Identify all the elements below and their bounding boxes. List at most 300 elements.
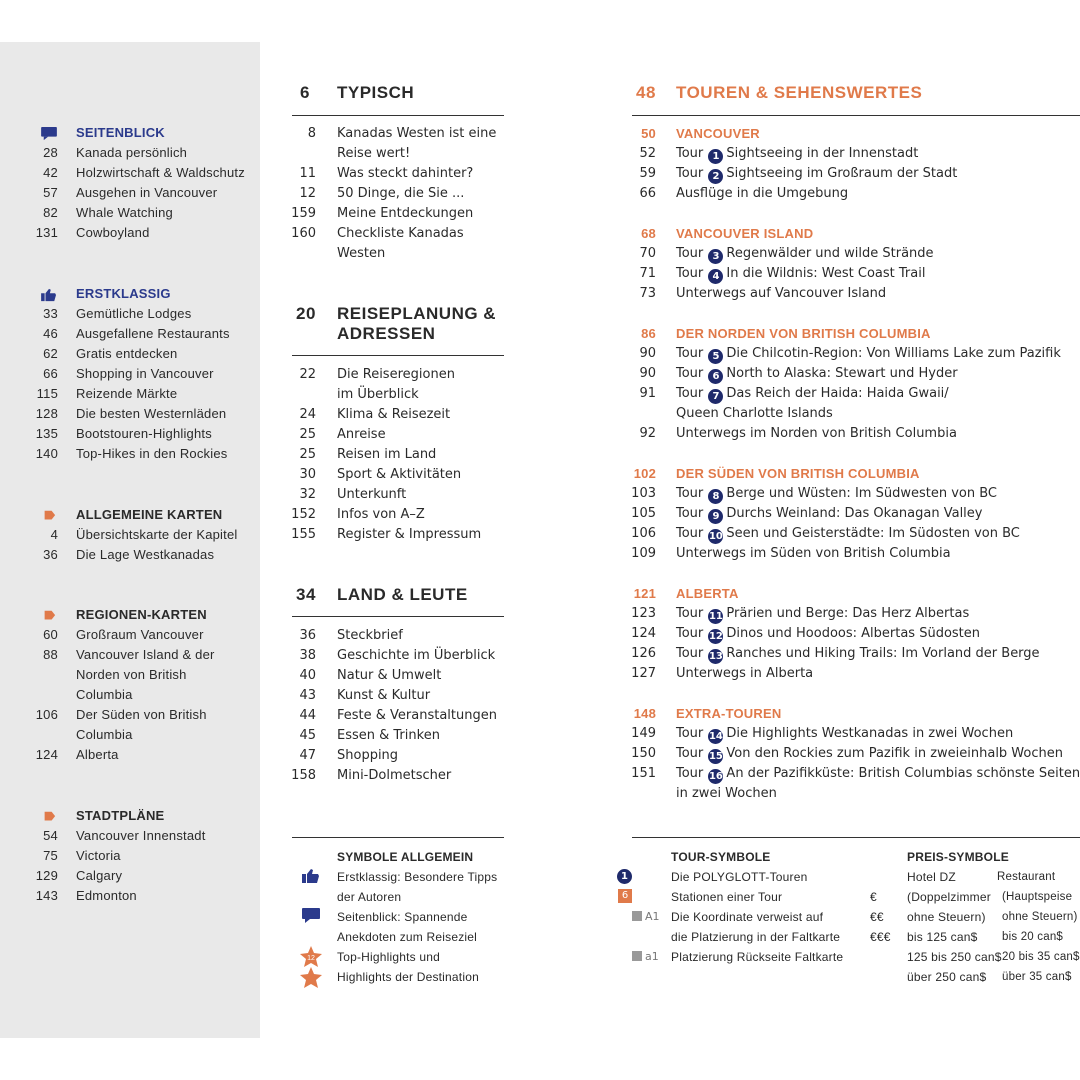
page-number: 4 (50, 527, 58, 542)
star-num: 12 (307, 955, 315, 962)
reise-title-2: ADRESSEN (337, 324, 436, 343)
sidebar-entry (0, 203, 260, 223)
toc-entry (292, 746, 512, 766)
tour-title: Prärien und Berge: Das Herz Albertas (726, 606, 970, 621)
thumbs-up-icon (302, 868, 320, 884)
page-number: 44 (299, 708, 316, 723)
sidebar-entry (0, 384, 260, 404)
entry-title: Klima & Reisezeit (337, 407, 451, 422)
tour-label: Tour (676, 386, 704, 401)
sidebar-entry (0, 685, 260, 705)
page-number: 42 (43, 165, 58, 180)
star-badge-icon (300, 946, 322, 967)
price-euro: €€ (870, 910, 884, 924)
map-coord-back-icon (632, 950, 659, 964)
entry-title: Checkliste Kanadas (337, 226, 464, 241)
entry-title: Norden von British (76, 667, 187, 682)
price-hotel: über 250 can$ (907, 970, 987, 984)
entry-title: Calgary (76, 868, 123, 883)
sidebar-heading (0, 123, 260, 143)
tour-number-badge: 14 (708, 731, 723, 742)
page-number: 11 (299, 166, 316, 181)
entry-title: Ausgefallene Restaurants (76, 326, 230, 341)
page-number: 126 (631, 646, 656, 661)
entry-title (676, 784, 777, 804)
entry-title (676, 624, 980, 644)
page-number: 45 (299, 728, 316, 743)
entry-title (676, 184, 848, 204)
page-number: 60 (43, 627, 58, 642)
entry-title (676, 504, 983, 524)
sidebar-heading-label: REGIONEN-KARTEN (76, 607, 207, 622)
tour-entry (632, 664, 1080, 684)
spacer (632, 564, 1080, 584)
entry-title: im Überblick (337, 387, 419, 402)
page-number: 50 (641, 126, 656, 141)
sidebar-section-karten (0, 505, 260, 565)
touren-title: TOUREN & SEHENSWERTES (676, 83, 923, 102)
page-number: 102 (633, 466, 656, 481)
price-hotel: ohne Steuern) (907, 910, 986, 924)
group-title: VANCOUVER ISLAND (676, 226, 814, 241)
toc-entry (292, 666, 512, 686)
price-restaurant: Restaurant (997, 871, 1056, 883)
page-number: 36 (299, 628, 316, 643)
page-number: 40 (299, 668, 316, 683)
sidebar-section-seitenblick (0, 123, 260, 243)
symbol-legend-line: Seitenblick: Spannende (337, 910, 468, 924)
toc-entry (292, 184, 512, 204)
tour-entry (632, 424, 1080, 444)
spacer (632, 304, 1080, 324)
map-tag-icon (40, 810, 58, 824)
tour-label: Tour (676, 526, 704, 541)
page-number: 59 (639, 166, 656, 181)
tour-entry (632, 264, 1080, 284)
price-hotel: 125 bis 250 can$ (907, 950, 1002, 964)
entry-title (676, 544, 951, 564)
tour-number-badge: 9 (708, 509, 723, 524)
group-title: ALBERTA (676, 586, 739, 601)
entry-title: Victoria (76, 848, 121, 863)
divider (292, 355, 504, 356)
price-hotel: bis 125 can$ (907, 930, 978, 944)
tour-title: Unterwegs im Süden von British Columbia (676, 546, 951, 561)
entry-title: Die besten Westernläden (76, 406, 227, 421)
tour-title: Berge und Wüsten: Im Südwesten von BC (726, 486, 997, 501)
page-number: 160 (291, 226, 316, 241)
map-coord-icon (632, 910, 660, 924)
sidebar-heading (0, 806, 260, 826)
tour-number-badge: 7 (708, 389, 723, 404)
entry-title: Mini-Dolmetscher (337, 768, 452, 783)
page-number: 124 (35, 747, 58, 762)
page-number: 103 (631, 486, 656, 501)
sidebar-section-regionen (0, 605, 260, 765)
sidebar-entry (0, 545, 260, 565)
sidebar-heading-label: ERSTKLASSIG (76, 286, 171, 301)
coord-a1: A1 (645, 910, 660, 923)
page-number: 73 (639, 286, 656, 301)
tour-number-badge: 12 (708, 631, 723, 642)
speech-bubble-icon (302, 908, 320, 924)
page-number: 148 (633, 706, 656, 721)
sidebar-entry (0, 163, 260, 183)
entry-title (676, 644, 1040, 664)
page-number: 129 (35, 868, 58, 883)
entry-title: Register & Impressum (337, 527, 482, 542)
tour-title: In die Wildnis: West Coast Trail (726, 266, 926, 281)
entry-title: Anreise (337, 427, 386, 442)
group-title: EXTRA-TOUREN (676, 706, 782, 721)
toc-entry (292, 124, 512, 144)
entry-title (676, 164, 957, 184)
page-number: 54 (43, 828, 58, 843)
entry-title: Essen & Trinken (337, 728, 440, 743)
tour-symbol-line: Platzierung Rückseite Faltkarte (671, 950, 844, 964)
sidebar-entry (0, 344, 260, 364)
price-hotel: (Doppelzimmer (907, 890, 991, 904)
entry-title (676, 604, 969, 624)
tour-badge-icon: 1 (617, 869, 632, 884)
entry-title: Columbia (76, 727, 133, 742)
entry-title: Meine Entdeckungen (337, 206, 474, 221)
tour-label: Tour (676, 346, 704, 361)
toc-entry (292, 686, 512, 706)
toc-entry (292, 485, 512, 505)
tour-entry (632, 624, 1080, 644)
page-number: 25 (299, 447, 316, 462)
entry-title: Gratis entdecken (76, 346, 178, 361)
page-number: 109 (631, 546, 656, 561)
tour-label: Tour (676, 486, 704, 501)
entry-title: Holzwirtschaft & Waldschutz (76, 165, 245, 180)
page-number: 25 (299, 427, 316, 442)
tour-entry (632, 544, 1080, 564)
tour-entry (632, 244, 1080, 264)
tour-group-heading (632, 324, 1080, 344)
entry-title: Cowboyland (76, 225, 150, 240)
symbole-title: SYMBOLE ALLGEMEIN (337, 850, 474, 864)
tour-title: Die Chilcotin-Region: Von Williams Lake zum Pazifik (726, 346, 1061, 361)
sidebar-heading (0, 505, 260, 525)
tour-title: Seen und Geisterstädte: Im Südosten von BC (726, 526, 1020, 541)
entry-title (676, 664, 813, 684)
land-title: LAND & LEUTE (337, 585, 468, 604)
entry-title (676, 344, 1061, 364)
page-number: 158 (291, 768, 316, 783)
tour-label: Tour (676, 726, 704, 741)
entry-title (676, 404, 833, 424)
sidebar-entry (0, 705, 260, 725)
sidebar-section-erstklassig (0, 284, 260, 464)
tour-number-badge: 16 (708, 771, 723, 782)
page-number: 22 (299, 367, 316, 382)
page-number: 82 (43, 205, 58, 220)
tour-title: North to Alaska: Stewart und Hyder (726, 366, 958, 381)
toc-entry (292, 385, 512, 405)
toc-entry (292, 365, 512, 385)
page-number: 91 (639, 386, 656, 401)
tour-entry (632, 164, 1080, 184)
page-number: 71 (639, 266, 656, 281)
page-number: 12 (299, 186, 316, 201)
thumbs-up-icon (40, 288, 58, 302)
entry-title: Übersichtskarte der Kapitel (76, 527, 238, 542)
page-number: 57 (43, 185, 58, 200)
page-number: 127 (631, 666, 656, 681)
tour-group-heading (632, 224, 1080, 244)
tour-number-badge: 15 (708, 751, 723, 762)
toc-entry (292, 164, 512, 184)
tour-entry (632, 604, 1080, 624)
toc-entry (292, 626, 512, 646)
coord-a1-small: a1 (645, 950, 659, 963)
sidebar-heading-label: STADTPLÄNE (76, 808, 165, 823)
tour-label: Tour (676, 246, 704, 261)
price-restaurant: 20 bis 35 can$ (1002, 951, 1080, 963)
page-number: 92 (639, 426, 656, 441)
tour-title: Ranches und Hiking Trails: Im Vorland der Berge (726, 646, 1040, 661)
entry-title: Vancouver Island & der (76, 647, 215, 662)
entry-title (676, 384, 949, 404)
price-euro: € (870, 890, 877, 904)
tour-entry (632, 524, 1080, 544)
sidebar-entry (0, 866, 260, 886)
entry-title (676, 524, 1020, 544)
page-number: 32 (299, 487, 316, 502)
page-number: 124 (631, 626, 656, 641)
tour-symbol-line: die Platzierung in der Faltkarte (671, 930, 841, 944)
tour-number-badge: 11 (708, 611, 723, 622)
sidebar-entry (0, 725, 260, 745)
divider (292, 616, 504, 617)
tour-entry (632, 484, 1080, 504)
toc-entry (292, 445, 512, 465)
spacer (632, 804, 1080, 824)
symbol-legend-line: der Autoren (337, 890, 402, 904)
entry-title: Reizende Märkte (76, 386, 178, 401)
divider (292, 115, 504, 116)
price-restaurant: ohne Steuern) (1002, 911, 1078, 923)
entry-title: Unterkunft (337, 487, 407, 502)
page-number: 86 (641, 326, 656, 341)
page-number: 47 (299, 748, 316, 763)
sidebar-heading (0, 284, 260, 304)
tour-label: Tour (676, 606, 704, 621)
sidebar-entry (0, 886, 260, 906)
page-number: 28 (43, 145, 58, 160)
page-number: 115 (36, 386, 58, 401)
tour-title: Dinos und Hoodoos: Albertas Südosten (726, 626, 981, 641)
tour-entry (632, 724, 1080, 744)
tour-label: Tour (676, 506, 704, 521)
page-number: 90 (639, 346, 656, 361)
sidebar-entry (0, 404, 260, 424)
toc-entry (292, 244, 512, 264)
tour-entry (632, 784, 1080, 804)
tour-label: Tour (676, 626, 704, 641)
typisch-title: TYPISCH (337, 83, 415, 102)
tour-title: An der Pazifikküste: British Columbias schönste Seiten (726, 766, 1080, 781)
entry-title (676, 724, 1013, 744)
tour-title: Sightseeing in der Innenstadt (726, 146, 919, 161)
tour-entry (632, 644, 1080, 664)
speech-bubble-icon (40, 127, 58, 141)
tour-title: Sightseeing im Großraum der Stadt (726, 166, 958, 181)
sidebar-entry (0, 223, 260, 243)
entry-title: Alberta (76, 747, 119, 762)
page-number: 151 (631, 766, 656, 781)
entry-title: Ausgehen in Vancouver (76, 185, 218, 200)
entry-title (676, 364, 958, 384)
tour-entry (632, 384, 1080, 404)
typisch-num: 6 (300, 83, 310, 102)
page-number: 33 (43, 306, 58, 321)
entry-title: Was steckt dahinter? (337, 166, 474, 181)
reise-num: 20 (296, 304, 316, 323)
sidebar-entry (0, 424, 260, 444)
entry-title (676, 244, 934, 264)
tour-label: Tour (676, 646, 704, 661)
tour-title: Unterwegs in Alberta (676, 666, 814, 681)
page-number: 159 (291, 206, 316, 221)
symbol-legend-line: Top-Highlights und (337, 950, 440, 964)
entry-title: Reise wert! (337, 146, 411, 161)
page-number: 90 (639, 366, 656, 381)
page-number: 24 (299, 407, 316, 422)
page-number: 149 (631, 726, 656, 741)
symbol-legend-line: Erstklassig: Besondere Tipps (337, 870, 498, 884)
tour-group-heading (632, 584, 1080, 604)
entry-title: Kanada persönlich (76, 145, 188, 160)
tour-symbol-line: Stationen einer Tour (671, 890, 783, 904)
price-restaurant: (Hauptspeise (1002, 891, 1073, 903)
tour-title: Regenwälder und wilde Strände (726, 246, 934, 261)
group-title: VANCOUVER (676, 126, 760, 141)
tour-label: Tour (676, 366, 704, 381)
page-number: 131 (35, 225, 58, 240)
page-number: 140 (35, 446, 58, 461)
entry-title (676, 764, 1080, 784)
tour-entry (632, 504, 1080, 524)
entry-title: Kanadas Westen ist eine (337, 126, 497, 141)
group-title: DER NORDEN VON BRITISH COLUMBIA (676, 326, 931, 341)
sidebar-entry (0, 143, 260, 163)
tour-entry (632, 344, 1080, 364)
page-number: 43 (299, 688, 316, 703)
map-tag-icon (40, 509, 58, 523)
tour-title: Queen Charlotte Islands (676, 406, 833, 421)
entry-title: Die Lage Westkanadas (76, 547, 215, 562)
entry-title (676, 264, 925, 284)
entry-title (676, 484, 997, 504)
symbol-legend-line: Highlights der Destination (337, 970, 479, 984)
page-number: 121 (633, 586, 656, 601)
toc-entry (292, 505, 512, 525)
sidebar-entry (0, 364, 260, 384)
page-number: 155 (291, 527, 316, 542)
entry-title: Top-Hikes in den Rockies (76, 446, 228, 461)
tour-label: Tour (676, 766, 704, 781)
sidebar-entry (0, 826, 260, 846)
page-number: 66 (43, 366, 58, 381)
tour-label: Tour (676, 166, 704, 181)
entry-title: Bootstouren-Highlights (76, 426, 212, 441)
tour-symbol-line: Die POLYGLOTT-Touren (671, 870, 808, 884)
page-number: 123 (631, 606, 656, 621)
entry-title: Infos von A–Z (337, 507, 425, 522)
sidebar-entry (0, 183, 260, 203)
entry-title (676, 424, 957, 444)
sidebar-entry (0, 525, 260, 545)
price-restaurant: über 35 can$ (1002, 971, 1072, 983)
tour-title: Ausflüge in die Umgebung (676, 186, 849, 201)
tour-title: Durchs Weinland: Das Okanagan Valley (726, 506, 983, 521)
tour-group-heading (632, 464, 1080, 484)
tour-label: Tour (676, 146, 704, 161)
station-badge-icon: 6 (618, 889, 632, 903)
tour-number-badge: 2 (708, 169, 723, 184)
tour-entry (632, 764, 1080, 784)
tour-group-heading (632, 704, 1080, 724)
toc-entry (292, 224, 512, 244)
entry-title: Gemütliche Lodges (76, 306, 192, 321)
tour-number-badge: 6 (708, 369, 723, 384)
page-number: 38 (299, 648, 316, 663)
divider (292, 837, 504, 838)
sidebar-heading-label: SEITENBLICK (76, 125, 165, 140)
spacer (632, 444, 1080, 464)
tour-number-badge: 5 (708, 349, 723, 364)
toc-entry (292, 726, 512, 746)
map-tag-icon (40, 609, 58, 623)
land-num: 34 (296, 585, 316, 604)
toc-entry (292, 525, 512, 545)
page-number: 106 (631, 526, 656, 541)
tour-entry (632, 404, 1080, 424)
tour-number-badge: 10 (708, 531, 723, 542)
tour-title: in zwei Wochen (676, 786, 777, 801)
page-number: 30 (299, 467, 316, 482)
toc-entry (292, 144, 512, 164)
typisch-heading (300, 83, 310, 103)
tour-group-heading (632, 124, 1080, 144)
page-number: 128 (35, 406, 58, 421)
entry-title: Westen (337, 246, 386, 261)
sidebar-entry (0, 444, 260, 464)
page-number: 105 (631, 506, 656, 521)
star-icon (300, 967, 322, 988)
toc-entry (292, 405, 512, 425)
entry-title: Sport & Aktivitäten (337, 467, 462, 482)
page-number: 75 (43, 848, 58, 863)
entry-title: 50 Dinge, die Sie ... (337, 186, 465, 201)
entry-title: Kunst & Kultur (337, 688, 431, 703)
page-number: 150 (631, 746, 656, 761)
entry-title (676, 144, 918, 164)
page-number: 106 (35, 707, 58, 722)
entry-title: Geschichte im Überblick (337, 648, 496, 663)
page-number: 62 (43, 346, 58, 361)
page-number: 8 (307, 126, 316, 141)
entry-title: Feste & Veranstaltungen (337, 708, 497, 723)
sidebar-entry (0, 324, 260, 344)
tour-entry (632, 184, 1080, 204)
divider (632, 837, 1080, 838)
tour-number-badge: 4 (708, 269, 723, 284)
tour-title: Das Reich der Haida: Haida Gwaii/ (726, 386, 949, 401)
